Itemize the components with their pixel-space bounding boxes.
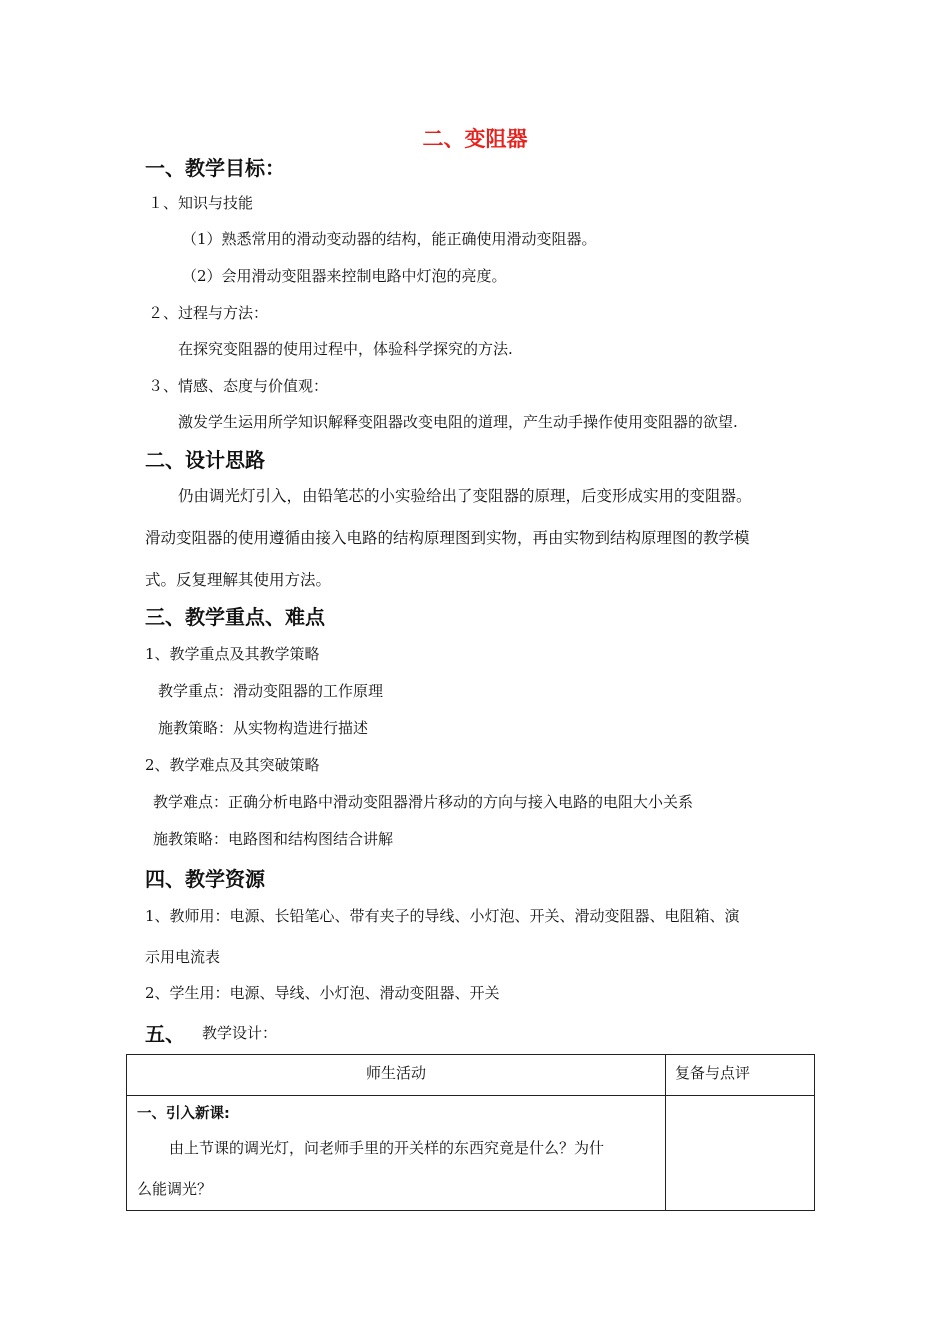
s2-line-1: 仍由调光灯引入，由铅笔芯的小实验给出了变阻器的原理，后变形成实用的变阻器。	[178, 487, 752, 505]
review-cell	[666, 1096, 815, 1211]
page-title: 二、变阻器	[422, 127, 528, 151]
section-3-heading: 三、教学重点、难点	[145, 605, 325, 629]
header-cell-review	[666, 1055, 815, 1096]
activity-line-1: 由上节课的调光灯，问老师手里的开关样的东西究竟是什么？为什	[169, 1139, 605, 1157]
s1-item-1b: （2）会用滑动变阻器来控制电路中灯泡的亮度。	[182, 267, 507, 285]
header-review-label: 复备与点评	[675, 1064, 751, 1082]
s1-item-2a: 在探究变阻器的使用过程中，体验科学探究的方法.	[178, 340, 513, 358]
section-2-heading: 二、设计思路	[145, 448, 265, 472]
s1-item-1: １、知识与技能	[148, 194, 254, 212]
header-cell-activities	[127, 1055, 666, 1096]
s1-item-1a: （1）熟悉常用的滑动变动器的结构，能正确使用滑动变阻器。	[182, 230, 597, 248]
s3-item-1a: 教学重点：滑动变阻器的工作原理	[158, 682, 384, 700]
section-1-heading: 一、教学目标：	[145, 156, 285, 180]
s4-item-1: 1、教师用：电源、长铅笔心、带有夹子的导线、小灯泡、开关、滑动变阻器、电阻箱、演	[145, 907, 740, 925]
s1-item-2: ２、过程与方法：	[148, 304, 269, 322]
s1-item-3: ３、情感、态度与价值观：	[148, 377, 329, 395]
s2-line-3: 式。反复理解其使用方法。	[145, 571, 332, 589]
s2-line-2: 滑动变阻器的使用遵循由接入电路的结构原理图到实物，再由实物到结构原理图的教学模	[145, 529, 750, 547]
header-activities-label: 师生活动	[365, 1064, 426, 1082]
s3-item-2: 2、教学难点及其突破策略	[145, 756, 320, 774]
lesson-design-table	[126, 1054, 815, 1211]
table-header-row	[127, 1055, 815, 1096]
activity-line-2: 么能调光？	[137, 1180, 213, 1198]
s3-item-2b: 施教策略：电路图和结构图结合讲解	[153, 830, 394, 848]
section-5-heading: 五、	[145, 1022, 185, 1046]
activity-cell	[127, 1096, 666, 1211]
s4-item-1-cont: 示用电流表	[145, 948, 221, 966]
s1-item-3a: 激发学生运用所学知识解释变阻器改变电阻的道理，产生动手操作使用变阻器的欲望.	[178, 413, 738, 431]
s3-item-2a: 教学难点：正确分析电路中滑动变阻器滑片移动的方向与接入电路的电阻大小关系	[153, 793, 694, 811]
section-5-subtitle: 教学设计：	[202, 1024, 278, 1042]
s3-item-1b: 施教策略：从实物构造进行描述	[158, 719, 369, 737]
s3-item-1: 1、教学重点及其教学策略	[145, 645, 320, 663]
activity-title: 一、引入新课:	[137, 1106, 230, 1122]
s4-item-2: 2、学生用：电源、导线、小灯泡、滑动变阻器、开关	[145, 984, 500, 1002]
table-row	[127, 1096, 815, 1211]
section-4-heading: 四、教学资源	[145, 867, 265, 891]
